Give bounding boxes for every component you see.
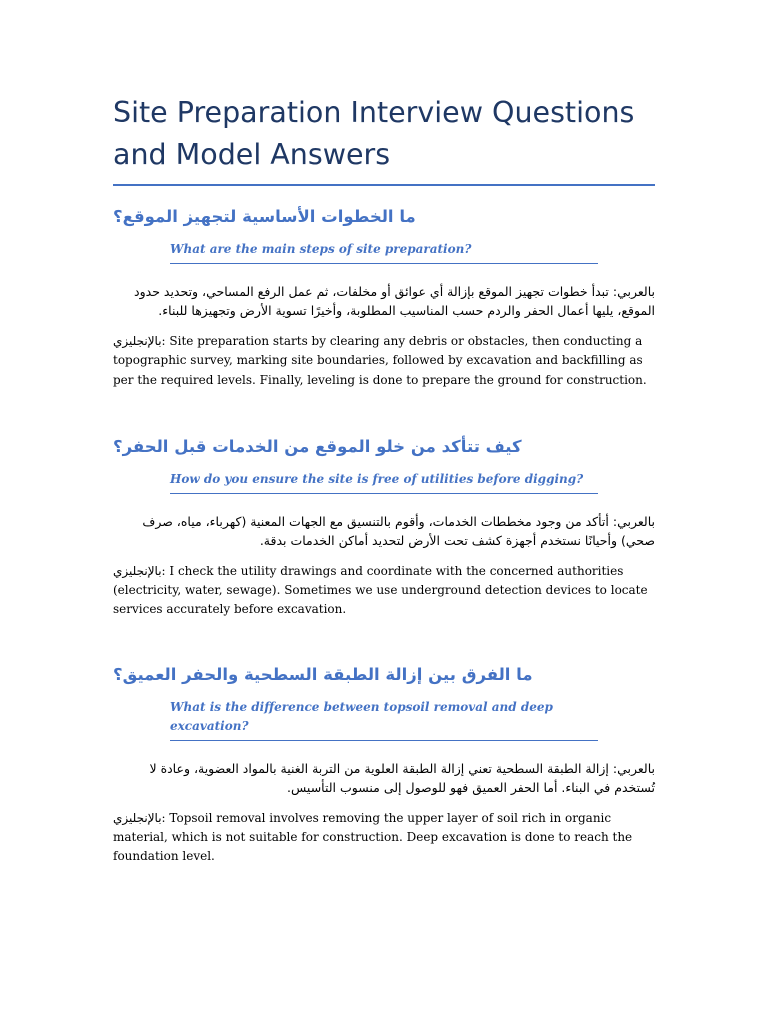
answer-english-text: : Site preparation starts by clearing any debris or obstacles, then conducting a topographic survey, marking site boundaries, followed by excavation and backfilling as per the required levels. Finally, leveling is done to prepare the ground for construction. <box>113 334 647 387</box>
title-underline <box>113 184 655 186</box>
question-arabic: ما الخطوات الأساسية لتجهيز الموقع؟ <box>113 207 416 226</box>
qa-section-3 <box>113 662 655 867</box>
answer-english-text: : I check the utility drawings and coordinate with the concerned authorities (electricity, water, sewage). Sometimes we use underground detection devices to locate services accurately before excavation. <box>113 563 648 617</box>
question-english: What are the main steps of site preparation? <box>170 242 472 256</box>
answer-arabic: بالعربي: تبدأ خطوات تجهيز الموقع بإزالة أي عوائق أو مخلفات، ثم عمل الرفع المساحي، وتحديد حدود الموقع، يليها أعمال الحفر والردم حسب المناسيب المطلوبة، وأخيرًا تسوية الأرض وتجهيزها للبناء. <box>134 284 655 318</box>
qa-section-2 <box>113 434 655 620</box>
answer-arabic: بالعربي: إزالة الطبقة السطحية تعني إزالة الطبقة العلوية من التربة الغنية بالمواد العضوية، وعادة لا تُستخدم في البناء. أما الحفر العميق فهو للوصول إلى منسوب التأسيس. <box>149 760 655 795</box>
question-english-block <box>170 698 598 741</box>
answer-english <box>113 332 655 390</box>
question-arabic: كيف تتأكد من خلو الموقع من الخدمات قبل الحفر؟ <box>113 436 522 456</box>
answer-english <box>113 809 655 867</box>
answer-english-text: : Topsoil removal involves removing the upper layer of soil rich in organic material, which is not suitable for construction. Deep excavation is done to reach the foundation level. <box>113 810 633 864</box>
question-english: How do you ensure the site is free of utilities before digging? <box>170 471 584 486</box>
answer-english-lead: بالإنجليزي <box>113 334 162 348</box>
qa-section-1 <box>113 204 655 390</box>
question-arabic: ما الفرق بين إزالة الطبقة السطحية والحفر العميق؟ <box>113 664 533 684</box>
question-english: What is the difference between topsoil removal and deep excavation? <box>170 699 553 733</box>
answer-arabic: بالعربي: أتأكد من وجود مخططات الخدمات، وأقوم بالتنسيق مع الجهات المعنية (كهرباء، مياه، صرف صحي) وأحيانًا نستخدم أجهزة كشف تحت الأرض لتحديد أماكن الخدمات بدقة. <box>142 513 655 548</box>
document-title: Site Preparation Interview Questions and Model Answers <box>113 96 635 171</box>
answer-english-lead: بالإنجليزي <box>113 563 162 578</box>
question-english-block <box>170 470 598 494</box>
question-english-block <box>170 240 598 264</box>
answer-english <box>113 562 655 620</box>
answer-english-lead: بالإنجليزي <box>113 810 162 825</box>
